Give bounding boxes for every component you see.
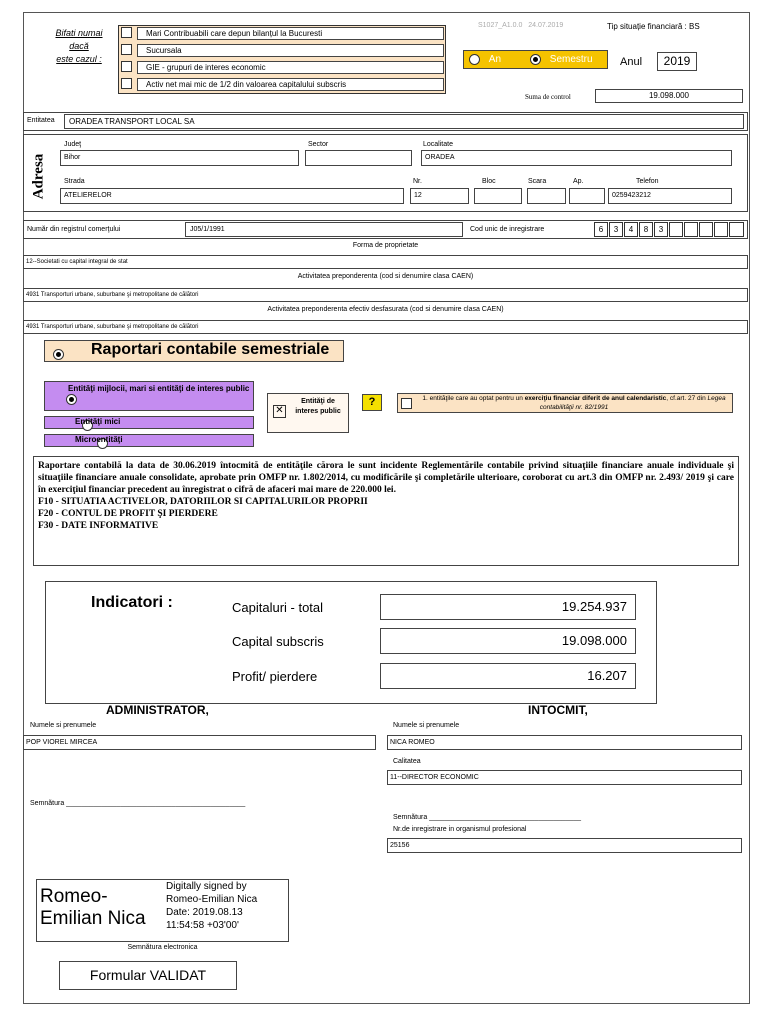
option-checkbox[interactable] [121,27,132,38]
exercitiu-label [418,394,730,412]
proprietate-input[interactable]: 12--Societati cu capital integral de stat [23,255,748,269]
indicator-value[interactable]: 19.098.000 [380,628,636,654]
option-row[interactable] [121,61,266,72]
anul-label: Anul [620,56,643,68]
interes-public-label: Entităţi de interes public [295,398,341,415]
option-row[interactable] [121,27,323,38]
indicator-value[interactable]: 16.207 [380,663,636,689]
tip-situatie [607,22,700,31]
option-row[interactable] [121,44,182,55]
exercitiu-post: , cf.art. 27 din [666,395,708,402]
cui-digit[interactable]: 6 [594,222,608,237]
bloc-input[interactable] [474,188,522,204]
exercitiu-lege: Legea contabilităţii nr. 82/1991 [539,395,726,411]
caen-efectiv-input[interactable]: 4931 Transporturi urbane, suburbane şi metropolitane de călători [23,320,748,334]
option-row[interactable] [121,78,347,89]
strada-input[interactable]: ATELIERELOR [60,188,404,204]
option-label-box: Sucursala [137,44,444,57]
ap-input[interactable] [569,188,605,204]
signature-detail-line: Date: 2019.08.13 [166,907,243,918]
help-button[interactable]: ? [362,394,382,411]
admin-nume-input[interactable]: POP VIOREL MIRCEA [23,735,376,750]
judet-label: Judeţ [64,141,82,148]
indicator-label: Capitaluri - total [232,600,324,615]
entitati-mijlocii-label: Entităţi mijlocii, mari si entităţi de interes public [68,384,250,393]
radio-semestru-circle[interactable] [530,54,541,65]
signature-name [40,886,146,930]
strada-label: Strada [64,178,85,185]
exercitiu-checkbox[interactable] [401,398,412,409]
form-version: S1027_A1.0.0 24.07.2019 [478,22,564,29]
entitate-input[interactable]: ORADEA TRANSPORT LOCAL SA [64,114,744,129]
entitate-label: Entitatea [27,117,55,124]
bifati-line1: Bifati numai [55,28,103,38]
bifati-label [40,27,118,66]
admin-nume-label: Numele si prenumele [30,722,97,729]
cui-digit[interactable] [729,222,744,237]
microentitati-label: Microentităţi [75,435,123,444]
cui-digit[interactable]: 3 [609,222,623,237]
cui-digit[interactable] [714,222,728,237]
option-label-box: Activ net mai mic de 1/2 din valoarea capitalului subscris [137,78,444,91]
description-f10: F10 - SITUATIA ACTIVELOR, DATORIILOR SI CAPITALURILOR PROPRII [38,497,368,507]
calitatea-label: Calitatea [393,758,421,765]
option-checkbox[interactable] [121,44,132,55]
signature-details [166,880,257,932]
bloc-label: Bloc [482,178,496,185]
caen-efectiv-label: Activitatea preponderenta efectiv desfasurata (cod si denumire clasa CAEN) [267,306,504,313]
localitate-label: Localitate [423,141,453,148]
telefon-label: Telefon [636,178,659,185]
caen-input[interactable]: 4931 Transporturi urbane, suburbane şi metropolitane de călători [23,288,748,302]
radio-semestru[interactable] [530,54,593,65]
description-f30: F30 - DATE INFORMATIVE [38,521,159,531]
indicatori-title: Indicatori : [91,594,173,611]
adresa-title: Adresa [30,153,47,200]
intocmit-title: INTOCMIT, [528,703,588,717]
anul-input[interactable]: 2019 [657,52,697,71]
indicator-label: Profit/ pierdere [232,669,318,684]
nr-label: Nr. [413,178,422,185]
cui-digit[interactable] [684,222,698,237]
signature-caption: Semnătura electronica [127,944,198,951]
caen-label: Activitatea preponderenta (cod si denumire clasa CAEN) [297,273,474,280]
radio-an[interactable] [469,54,501,65]
exercitiu-bold: exerciţiu financiar diferit de anul calendaristic [524,395,667,402]
registru-input[interactable]: J05/1/1991 [185,222,463,237]
description-f20: F20 - CONTUL DE PROFIT ŞI PIERDERE [38,509,218,519]
option-checkbox[interactable] [121,78,132,89]
interes-public-checkbox[interactable]: ✕ [273,405,286,418]
cui-label: Cod unic de inregistrare [470,226,545,233]
nr-inregistrare-label: Nr.de inregistrare in organismul profesional [393,826,527,833]
sector-input[interactable] [305,150,412,166]
radio-an-label: An [488,54,502,66]
suma-label: Suma de control [525,93,571,101]
calitatea-input[interactable]: 11--DIRECTOR ECONOMIC [387,770,742,785]
sector-label: Sector [308,141,329,148]
telefon-input[interactable]: 0259423212 [608,188,732,204]
signature-detail-line: Digitally signed by [166,881,247,892]
option-label-box: GIE - grupuri de interes economic [137,61,444,74]
scara-label: Scara [528,178,547,185]
radio-an-circle[interactable] [469,54,480,65]
intocmit-semnatura: Semnătura _______________________________________ [393,814,582,821]
signature-detail-line: 11:54:58 +03'00' [166,920,239,931]
suma-input[interactable]: 19.098.000 [595,89,743,103]
registru-label: Număr din registrul comerţului [27,226,121,233]
description-box [33,456,739,566]
bifati-line3: este cazul : [56,54,102,64]
formular-validat-button[interactable]: Formular VALIDAT [59,961,237,990]
radio-semestru-label: Semestru [549,54,593,66]
intocmit-nume-label: Numele si prenumele [393,722,460,729]
bifati-line2: dacă [69,41,89,51]
administrator-title: ADMINISTRATOR, [106,703,209,717]
indicator-label: Capital subscris [232,634,324,649]
indicator-value[interactable]: 19.254.937 [380,594,636,620]
judet-input[interactable]: Bihor [60,150,299,166]
signature-name-line2: Emilian Nica [40,908,146,929]
description-text: Raportare contabilă la data de 30.06.2019 întocmită de entităţile cărora le sunt incidente Reglementările contabile privind situaţiile financiare anuale individuale şi situaţiile financiare anuale consolidate, aprobate prin OMFP nr. 1.802/2014, cu modificările şi completările ulterioare, coroborat cu art.3 din OMFP nr. 2.493/ 2019 şi care în exerciţiul financiar precedent au înregistrat o cifră de afaceri mai mare de 220.000 lei. [38,461,734,495]
intocmit-nume-input[interactable]: NICA ROMEO [387,735,742,750]
cui-digit[interactable]: 8 [639,222,653,237]
proprietate-label: Forma de proprietate [352,242,419,249]
signature-name-line1: Romeo- [40,886,108,907]
option-label-box: Mari Contribuabili care depun bilanțul la Bucuresti [137,27,444,40]
signature-detail-line: Romeo-Emilian Nica [166,894,258,905]
localitate-input[interactable]: ORADEA [421,150,732,166]
nr-inregistrare-input[interactable]: 25156 [387,838,742,853]
scara-input[interactable] [527,188,566,204]
exercitiu-text: 1. entităţile care au optat pentru un [422,395,525,402]
cui-digit[interactable]: 3 [654,222,668,237]
cui-digit[interactable] [669,222,683,237]
tip-label: Tip situație financiară : [607,22,687,31]
admin-semnatura: Semnătura ______________________________________________ [30,800,246,807]
raportari-title: Raportari contabile semestriale [91,341,330,358]
cui-digit[interactable] [699,222,713,237]
ap-label: Ap. [573,178,584,185]
cui-digit[interactable]: 4 [624,222,638,237]
entitati-mici-label: Entităţi mici [75,417,121,426]
tip-value: BS [688,22,700,31]
option-checkbox[interactable] [121,61,132,72]
nr-input[interactable]: 12 [410,188,469,204]
